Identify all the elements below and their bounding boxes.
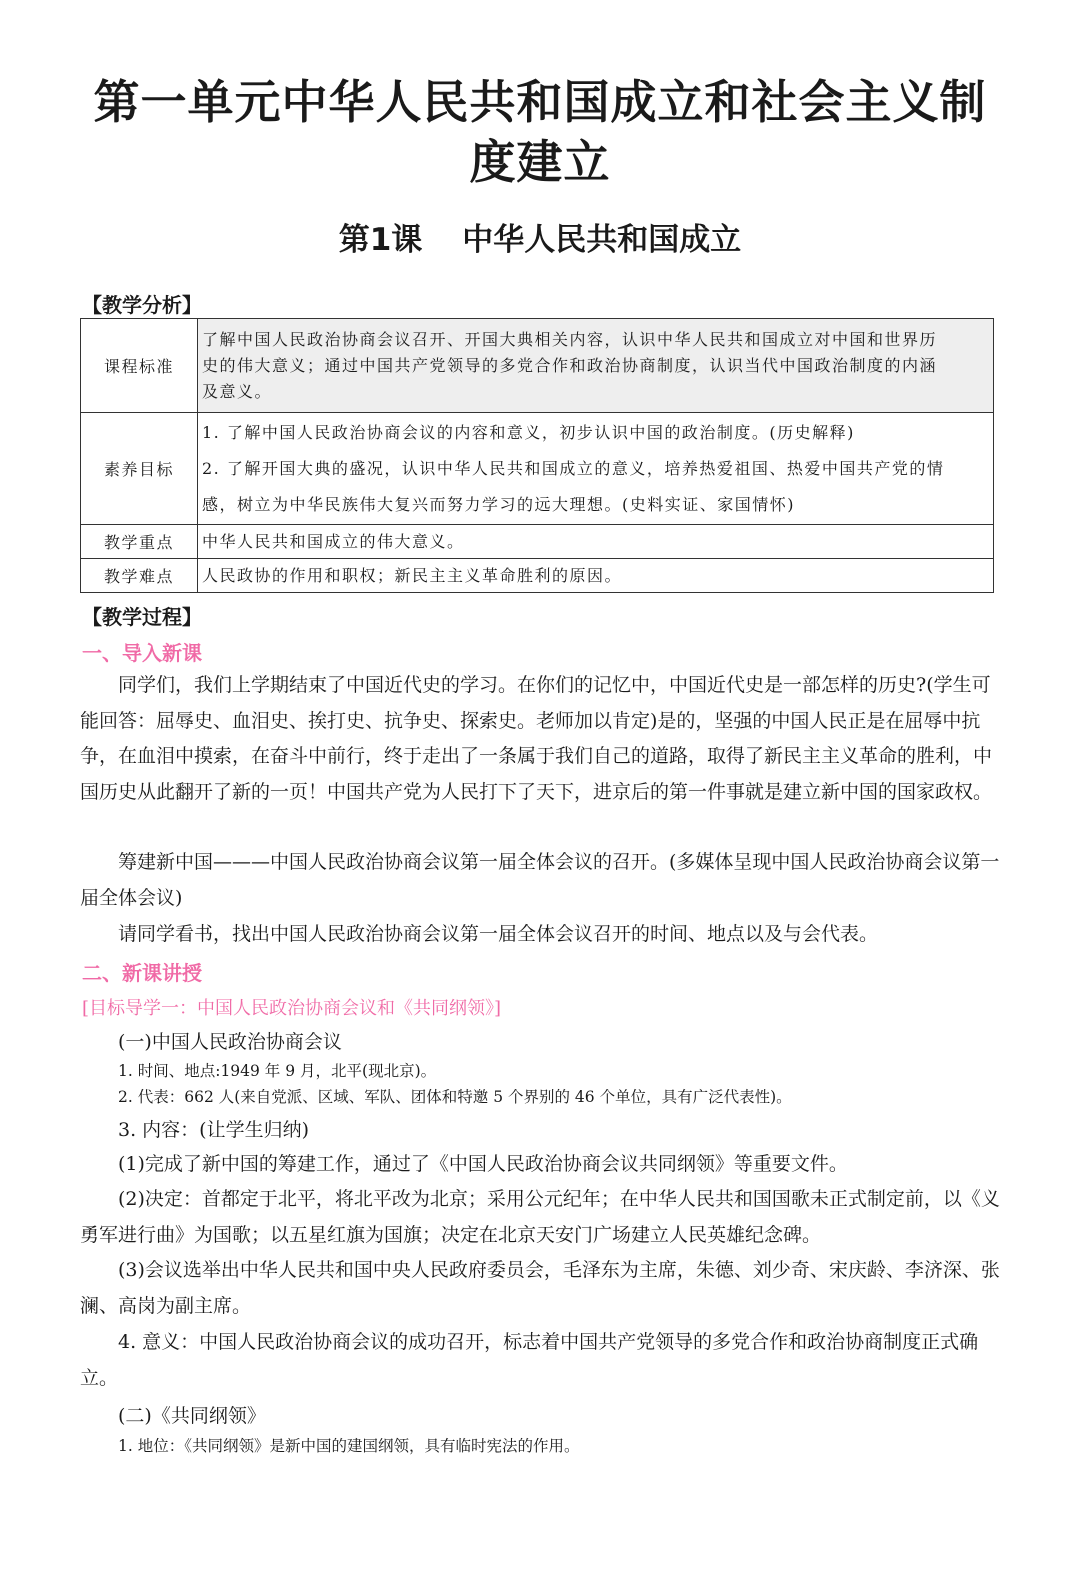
analysis-heading: 【教学分析】 <box>82 293 202 317</box>
content-line: 人民政协的作用和职权；新民主主义革命胜利的原因。 <box>202 565 623 585</box>
row-content <box>198 319 994 413</box>
item-content: 3. 内容：(让学生归纳) <box>118 1119 309 1141</box>
content-line: 1. 了解中国人民政治协商会议的内容和意义，初步认识中国的政治制度。(历史解释) <box>202 422 855 442</box>
intro-paragraph-1: 同学们，我们上学期结束了中国近代史的学习。在你们的记忆中，中国近代史是一部怎样的历史?(学生可能回答：屈辱史、血泪史、挨打史、抗争史、探索史。老师加以肯定)是的，坚强的中国人民正是在屈辱中抗争，在血泪中摸索，在奋斗中前行，终于走出了一条属于我们自己的道路，取得了新民主主义革命的胜利，中国历史从此翻开了新的一页！中国共产党为人民打下了天下，进京后的第一件事就是建立新中国的国家政权。 <box>80 674 993 803</box>
lesson-number: 第1课 <box>338 222 423 258</box>
row-content <box>198 559 994 593</box>
intro-paragraph-3: 请同学看书，找出中国人民政治协商会议第一届全体会议召开的时间、地点以及与会代表。 <box>118 923 879 945</box>
content-line: 中华人民共和国成立的伟大意义。 <box>202 531 465 551</box>
row-content <box>198 525 994 559</box>
unit-title <box>40 72 1040 192</box>
content-point-1: (1)完成了新中国的筹建工作，通过了《中国人民政治协商会议共同纲领》等重要文件。 <box>118 1153 848 1175</box>
section-lecture-title: 二、新课讲授 <box>82 961 202 985</box>
row-label: 教学重点 <box>81 525 198 559</box>
content-line: 史的伟大意义；通过中国共产党领导的多党合作和政治协商制度，认识当代中国政治制度的内涵 <box>202 355 938 375</box>
content-line: 了解中国人民政治协商会议召开、开国大典相关内容，认识中华人民共和国成立对中国和世界历 <box>202 329 938 349</box>
content-point-3: (3)会议选举出中华人民共和国中央人民政府委员会，毛泽东为主席，朱德、刘少奇、宋庆龄、李济深、张澜、高岗为副主席。 <box>80 1259 1000 1317</box>
row-label: 课程标准 <box>81 319 198 413</box>
content-line: 2. 了解开国大典的盛况，认识中华人民共和国成立的意义，培养热爱祖国、热爱中国共产党的情 <box>202 458 945 478</box>
intro-paragraph-2: 筹建新中国———中国人民政治协商会议第一届全体会议的召开。(多媒体呈现中国人民政治协商会议第一届全体会议) <box>80 851 1000 909</box>
table-row <box>81 319 994 413</box>
row-label: 素养目标 <box>81 413 198 525</box>
table-row <box>81 559 994 593</box>
lesson-title <box>0 214 1080 259</box>
row-content <box>198 413 994 525</box>
subheading-common-program: (二)《共同纲领》 <box>118 1405 266 1427</box>
table-row <box>81 525 994 559</box>
content-line: 感，树立为中华民族伟大复兴而努力学习的远大理想。(史料实证、家国情怀) <box>202 494 795 514</box>
content-point-2: (2)决定：首都定于北平，将北平改为北京；采用公元纪年；在中华人民共和国国歌未正式制定前，以《义勇军进行曲》为国歌；以五星红旗为国旗；决定在北京天安门广场建立人民英雄纪念碑。 <box>80 1188 1000 1246</box>
analysis-table <box>80 318 994 593</box>
content-line: 及意义。 <box>202 381 273 401</box>
unit-title-line1: 第一单元中华人民共和国成立和社会主义制 <box>93 75 987 129</box>
item-time-place: 1. 时间、地点:1949 年 9 月，北平(现北京)。 <box>118 1062 437 1080</box>
process-heading: 【教学过程】 <box>82 605 202 629</box>
subheading-cppcc: (一)中国人民政治协商会议 <box>118 1031 342 1053</box>
row-label: 教学难点 <box>81 559 198 593</box>
table-row <box>81 413 994 525</box>
item-significance: 4. 意义：中国人民政治协商会议的成功召开，标志着中国共产党领导的多党合作和政治协商制度正式确立。 <box>80 1331 979 1389</box>
goal-guide: [目标导学一：中国人民政治协商会议和《共同纲领》] <box>82 998 502 1019</box>
item-delegates: 2. 代表：662 人(来自党派、区域、军队、团体和特邀 5 个界别的 46 个单位，具有广泛代表性)。 <box>118 1088 792 1106</box>
lesson-name: 中华人民共和国成立 <box>462 222 742 258</box>
unit-title-line2: 度建立 <box>469 135 611 189</box>
section-intro-title: 一、导入新课 <box>82 641 202 665</box>
item-status: 1. 地位：《共同纲领》是新中国的建国纲领，具有临时宪法的作用。 <box>118 1437 580 1455</box>
